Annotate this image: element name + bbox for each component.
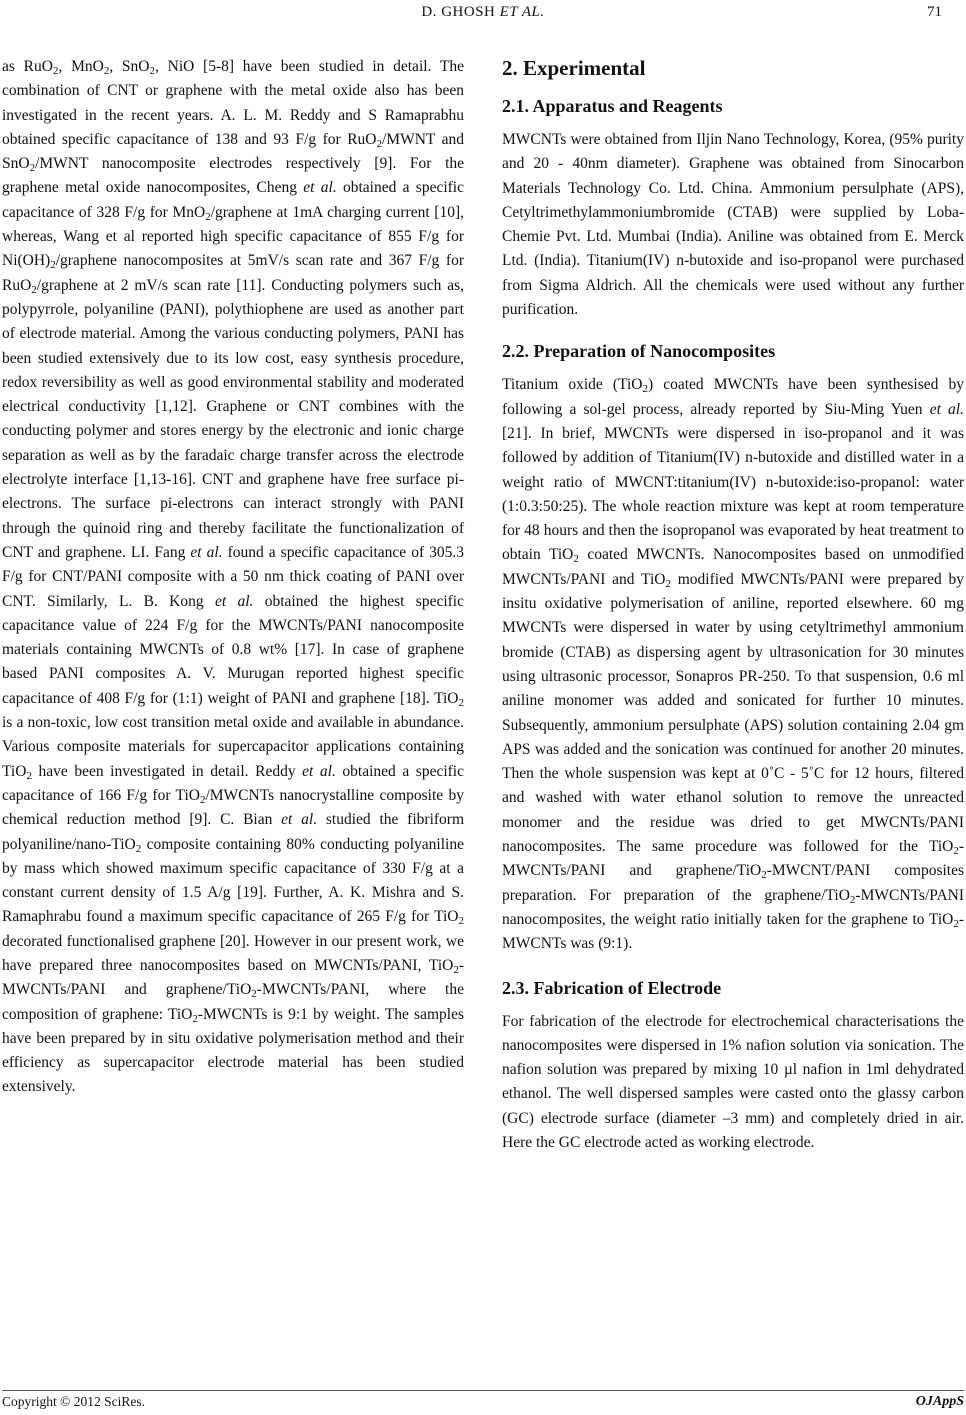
apparatus-paragraph: MWCNTs were obtained from Iljin Nano Technology, Korea, (95% purity and 20 - 40nm diameter). Graphene was obtained from Sinocarbon Materials Technology Co. Ltd. China. Ammonium persulphate (APS), Cetyltrimethylammoniumbromide (CTAB) were supplied by Loba-Chemie Pvt. Ltd. Mumbai (India). Aniline was obtained from E. Merck Ltd. (India). Titanium(IV) n-butoxide and iso-propanol were purchased from Sigma Aldrich. All the chemicals were used without any further purification. (502, 131, 964, 319)
right-column (502, 55, 964, 1155)
header-et-al: ET AL. (499, 4, 545, 20)
subsection-heading-preparation: 2.2. Preparation of Nanocomposites (502, 341, 776, 362)
footer-copyright: Copyright © 2012 SciRes. (2, 1394, 146, 1409)
left-column (2, 55, 464, 1100)
subsection-heading-apparatus: 2.1. Apparatus and Reagents (502, 96, 723, 116)
footer-divider (2, 1390, 964, 1391)
header-authors: D. GHOSH (421, 4, 496, 20)
section-heading-experimental: 2. Experimental (502, 56, 646, 80)
running-header (0, 4, 966, 26)
page-number: 71 (927, 4, 942, 20)
intro-paragraph-continued: as RuO$_2$, MnO$_2$, SnO$_2$, NiO [5-8] have been studied in detail. The combination of CNT or graphene with the metal oxide also has been investigated in the recent years. A. L. M. Reddy and S Ramaprabhu obtained specific capacitance of 138 and 93 F/g for RuO$_2$/MWNT and SnO$_2$/MWNT nanocomposite electrodes respectively [9]. For the graphene metal oxide nanocomposites, Cheng et al. obtained a specific capacitance of 328 F/g for MnO$_2$/graphene at 1mA charging current [10], whereas, Wang et al reported high specific capacitance of 855 F/g for $Ni(OH)_2$/graphene nanocomposites at 5mV/s scan rate and 367 F/g for RuO$_2$/graphene at 2 mV/s scan rate [11]. Conducting polymers such as, polypyrrole, polyaniline (PANI), polythiophene are used as another part of electrode material. Among the various conducting polymers, PANI has been studied extensively due to its low cost, easy synthesis procedure, redox reversibility as well as good environmental stability and moderated electrical conductivity [1,12]. Graphene or CNT combines with the conducting polymer and stores energy by the electronic and ionic charge separation as well as by the faradaic charge transfer across the electrode electrolyte interface [1,13-16]. CNT and graphene have free surface pi-electrons. The surface pi-electrons can interact strongly with PANI through the quinoid ring and thereby facilitate the functionalization of CNT and graphene. LI. Fang et al. found a specific capacitance of 305.3 F/g for CNT/PANI composite with a 50 nm thick coating of PANI over CNT. Similarly, L. B. Kong et al. obtained the highest specific capacitance value of 224 F/g for the MWCNTs/PANI nanocomposite materials containing MWCNTs of 0.8 wt% [17]. In case of graphene based PANI composites A. V. Murugan reported highest specific capacitance of 408 F/g for (1:1) weight of PANI and graphene [18]. TiO$_2$ is a non-toxic, low cost transition metal oxide and available in abundance. Various composite materials for supercapacitor applications containing TiO$_2$ have been investigated in detail. Reddy et al. obtained a specific capacitance of 166 F/g for TiO$_2$/MWCNTs nanocrystalline composite by chemical reduction method [9]. C. Bian et al. studied the fibriform polyaniline/nano-TiO$_2$ composite containing 80% conducting polyaniline by mass which showed maximum specific capacitance of 330 F/g at a constant current density of 1.5 A/g [19]. Further, A. K. Mishra and S. Ramaphrabu found a maximum specific capacitance of 265 F/g for TiO$_2$ decorated functionalised graphene [20]. However in our present work, we have prepared three nanocomposites based on MWCNTs/PANI, TiO$_2$-MWCNTs/PANI and graphene/TiO$_2$-MWCNTs/PANI, where the composition of graphene: TiO$_2$-MWCNTs is 9:1 by weight. The samples have been prepared by in situ oxidative polymerisation method and their efficiency as supercapacitor electrode material has been studied extensively. (2, 58, 465, 1096)
subsection-heading-fabrication: 2.3. Fabrication of Electrode (502, 977, 722, 998)
fabrication-paragraph: For fabrication of the electrode for electrochemical characterisations the nanocomposites were dispersed in 1% nafion solution via sonication. The nafion solution was prepared by mixing 10 µl nafion in 1ml dehydrated ethanol. The well dispersed samples were casted onto the glassy carbon (GC) electrode surface (diameter –3 mm) and completely dried in air. Here the GC electrode acted as working electrode. (502, 1012, 964, 1151)
footer-journal: OJAppS (915, 1394, 964, 1409)
preparation-paragraph: Titanium oxide (TiO$_2$) coated MWCNTs have been synthesised by following a sol-gel process, already reported by Siu-Ming Yuen et al. [21]. In brief, MWCNTs were dispersed in iso-propanol and it was followed by addition of Titanium(IV) n-butoxide and distilled water in a weight ratio of MWCNT:titanium(IV) n-butoxide:iso-propanol: water (1:0.3:50:25). The whole reaction mixture was kept at room temperature for 48 hours and then the isopropanol was evaporated by heat treatment to obtain TiO$_2$ coated MWCNTs. Nanocomposites based on unmodified MWCNTs/PANI and TiO$_2$ modified MWCNTs/PANI were prepared by insitu oxidative polymerisation of aniline, reported elsewhere. 60 mg MWCNTs were dispersed in water by using cetyltrimethyl ammonium bromide (CTAB) as dispersing agent by ultrasonication for 30 minutes using ultrasonic processor, Sonapros PR-250. To that suspension, 0.6 ml aniline monomer was added and sonicated for further 10 minutes. Subsequently, ammonium persulphate (APS) solution containing 2.04 gm APS was added and the sonication was continued for another 20 minutes. Then the whole suspension was kept at 0˚C - 5˚C for 12 hours, filtered and washed with water ethanol solution to remove the unreacted monomer and the residue was dried to get MWCNTs/PANI nanocomposites. The same procedure was followed for the TiO$_2$-MWCNTs/PANI and graphene/TiO$_2$-MWCNT/PANI composites preparation. For preparation of the graphene/TiO$_2$-MWCNTs/PANI nanocomposites, the weight ratio initially taken for the graphene to TiO$_2$-MWCNTs was (9:1). (502, 376, 965, 953)
